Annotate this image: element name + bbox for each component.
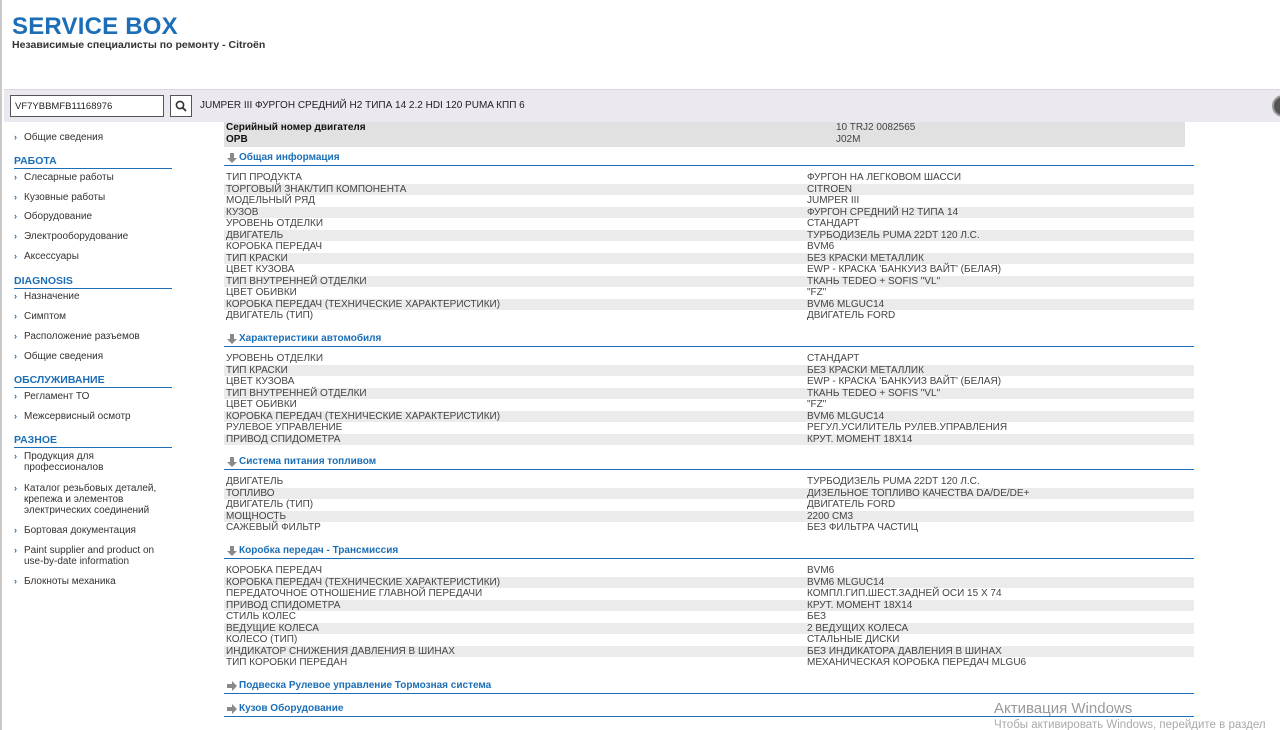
section-header-3[interactable] bbox=[224, 545, 1194, 559]
sidebar-item-diagnosis-1[interactable] bbox=[14, 311, 174, 322]
table-row bbox=[224, 646, 1194, 658]
row-value: БЕЗ КРАСКИ МЕТАЛЛИК bbox=[807, 364, 924, 376]
sidebar-item-label: Кузовные работы bbox=[24, 192, 106, 203]
chevron-right-icon: › bbox=[14, 525, 17, 535]
chevron-right-icon: › bbox=[14, 331, 17, 341]
row-value: ДВИГАТЕЛЬ FORD bbox=[807, 310, 896, 321]
row-label: ПРИВОД СПИДОМЕТРА bbox=[226, 433, 341, 445]
chevron-right-icon: › bbox=[14, 231, 17, 241]
table-row bbox=[224, 184, 1194, 196]
sidebar-item-label: Продукция для профессионалов bbox=[24, 451, 104, 473]
table-row bbox=[224, 657, 1194, 669]
sidebar-item-label: Назначение bbox=[24, 291, 80, 302]
sidebar-item-diagnosis-2[interactable] bbox=[14, 331, 174, 342]
vin-bar bbox=[4, 89, 1280, 122]
row-value: ДВИГАТЕЛЬ FORD bbox=[807, 499, 896, 510]
table-row bbox=[224, 207, 1194, 219]
section-header-0[interactable] bbox=[224, 152, 1194, 166]
section-title: Общая информация bbox=[239, 152, 340, 163]
collapsed-section-0[interactable] bbox=[224, 680, 1194, 694]
chevron-right-icon: › bbox=[14, 351, 17, 361]
table-row bbox=[224, 577, 1194, 589]
row-value: BVM6 MLGUC14 bbox=[807, 410, 885, 422]
table-row bbox=[224, 264, 1194, 276]
row-label: СТИЛЬ КОЛЕС bbox=[226, 611, 296, 622]
section-header-1[interactable] bbox=[224, 333, 1194, 347]
engine-info-value: J02M bbox=[836, 134, 861, 145]
row-value: BVM6 bbox=[807, 241, 835, 252]
arrow-right-icon bbox=[226, 703, 238, 715]
chevron-right-icon: › bbox=[14, 411, 17, 421]
row-label: ЦВЕТ КУЗОВА bbox=[226, 376, 295, 387]
table-row bbox=[224, 434, 1194, 446]
row-value: "FZ" bbox=[807, 399, 827, 410]
table-row bbox=[224, 287, 1194, 299]
row-value: ТУРБОДИЗЕЛЬ PUMA 22DT 120 Л.С. bbox=[807, 476, 980, 487]
section-title: Подвеска Рулевое управление Тормозная система bbox=[239, 680, 492, 691]
table-row bbox=[224, 565, 1194, 577]
sidebar-group-diagnosis-title: DIAGNOSIS bbox=[14, 275, 172, 289]
row-value: ТУРБОДИЗЕЛЬ PUMA 22DT 120 Л.С. bbox=[807, 229, 980, 241]
row-label: ВЕДУЩИЕ КОЛЕСА bbox=[226, 622, 319, 634]
sidebar-item-misc-3[interactable] bbox=[14, 545, 174, 567]
table-row bbox=[224, 422, 1194, 434]
table-row bbox=[224, 253, 1194, 265]
sidebar-item-label: Блокноты механика bbox=[24, 576, 116, 587]
row-value: CITROEN bbox=[807, 183, 852, 195]
section-title: Кузов Оборудование bbox=[239, 703, 344, 714]
row-label: ДВИГАТЕЛЬ bbox=[226, 476, 284, 487]
row-value: 2200 СМ3 bbox=[807, 510, 854, 522]
section-title: Характеристики автомобиля bbox=[239, 333, 382, 344]
table-row bbox=[224, 310, 1194, 322]
sidebar-item-label: Электрооборудование bbox=[24, 231, 129, 242]
row-label: ЦВЕТ ОБИВКИ bbox=[226, 287, 297, 298]
table-row bbox=[224, 399, 1194, 411]
table-row bbox=[224, 172, 1194, 184]
sidebar-item-label: Каталог резьбовых деталей, крепежа и элементов электрических соединений bbox=[24, 483, 157, 516]
sidebar-item-label: Симптом bbox=[24, 311, 67, 322]
chevron-right-icon: › bbox=[14, 291, 17, 301]
engine-info-label: Серийный номер двигателя bbox=[226, 122, 366, 133]
sidebar-item-work-4[interactable] bbox=[14, 251, 174, 262]
table-row bbox=[224, 195, 1194, 207]
row-label: ИНДИКАТОР СНИЖЕНИЯ ДАВЛЕНИЯ В ШИНАХ bbox=[226, 645, 455, 657]
table-row bbox=[224, 499, 1194, 511]
chevron-right-icon: › bbox=[14, 132, 17, 142]
engine-info-value: 10 TRJ2 0082565 bbox=[836, 122, 916, 133]
section-header-2[interactable] bbox=[224, 456, 1194, 470]
row-value: БЕЗ ФИЛЬТРА ЧАСТИЦ bbox=[807, 522, 919, 533]
row-value: EWP - КРАСКА 'БАНКУИЗ ВАЙТ' (БЕЛАЯ) bbox=[807, 264, 1002, 275]
row-label: ДВИГАТЕЛЬ bbox=[226, 229, 284, 241]
chevron-right-icon: › bbox=[14, 211, 17, 221]
vin-input[interactable] bbox=[10, 95, 164, 117]
chevron-right-icon: › bbox=[14, 192, 17, 202]
row-value: ФУРГОН СРЕДНИЙ H2 ТИПА 14 bbox=[807, 206, 959, 218]
table-row bbox=[224, 388, 1194, 400]
row-value: КРУТ. МОМЕНТ 18X14 bbox=[807, 433, 913, 445]
chevron-right-icon: › bbox=[14, 451, 17, 461]
row-value: JUMPER III bbox=[807, 195, 860, 206]
chevron-right-icon: › bbox=[14, 251, 17, 261]
row-value: EWP - КРАСКА 'БАНКУИЗ ВАЙТ' (БЕЛАЯ) bbox=[807, 376, 1002, 387]
sidebar-item-diagnosis-3[interactable] bbox=[14, 351, 174, 362]
table-row bbox=[224, 588, 1194, 600]
row-label: КОРОБКА ПЕРЕДАЧ bbox=[226, 565, 323, 576]
section-title: Коробка передач - Трансмиссия bbox=[239, 545, 399, 556]
arrow-down-icon bbox=[226, 456, 238, 468]
chevron-right-icon: › bbox=[14, 311, 17, 321]
row-value: BVM6 MLGUC14 bbox=[807, 298, 885, 310]
table-row bbox=[224, 365, 1194, 377]
sidebar-item-misc-0[interactable] bbox=[14, 451, 174, 473]
section-title: Система питания топливом bbox=[239, 456, 377, 467]
sidebar-item-label: Paint supplier and product on use-by-date information bbox=[24, 545, 155, 567]
sidebar-item-misc-2[interactable] bbox=[14, 525, 174, 536]
row-value: МЕХАНИЧЕСКАЯ КОРОБКА ПЕРЕДАЧ MLGU6 bbox=[807, 657, 1027, 668]
row-label: КОРОБКА ПЕРЕДАЧ (ТЕХНИЧЕСКИЕ ХАРАКТЕРИСТИКИ) bbox=[226, 576, 501, 588]
row-label: УРОВЕНЬ ОТДЕЛКИ bbox=[226, 218, 324, 229]
sidebar-item-general-top[interactable] bbox=[14, 132, 174, 143]
sidebar-item-label: Оборудование bbox=[24, 211, 93, 222]
table-row bbox=[224, 634, 1194, 646]
arrow-right-icon bbox=[226, 680, 238, 692]
table-row bbox=[224, 299, 1194, 311]
row-label: КУЗОВ bbox=[226, 206, 259, 218]
row-label: ПЕРЕДАТОЧНОЕ ОТНОШЕНИЕ ГЛАВНОЙ ПЕРЕДАЧИ bbox=[226, 588, 483, 599]
row-value: СТАЛЬНЫЕ ДИСКИ bbox=[807, 634, 900, 645]
row-value: ФУРГОН НА ЛЕГКОВОМ ШАССИ bbox=[807, 172, 962, 183]
table-row bbox=[224, 511, 1194, 523]
row-label: КОЛЕСО (ТИП) bbox=[226, 634, 298, 645]
sidebar-item-label: Общие сведения bbox=[24, 132, 104, 143]
engine-info-block bbox=[224, 122, 1185, 147]
row-label: МОДЕЛЬНЫЙ РЯД bbox=[226, 195, 315, 206]
row-value: СТАНДАРТ bbox=[807, 218, 860, 229]
sidebar-item-misc-1[interactable] bbox=[14, 483, 174, 516]
row-label: ТИП ПРОДУКТА bbox=[226, 172, 302, 183]
row-value: ТКАНЬ TEDEO + SOFIS "VL" bbox=[807, 387, 941, 399]
search-icon bbox=[175, 100, 187, 112]
user-menu-button[interactable] bbox=[1272, 95, 1280, 117]
row-label: КОРОБКА ПЕРЕДАЧ bbox=[226, 241, 323, 252]
windows-activation-title: Активация Windows bbox=[994, 700, 1133, 717]
arrow-down-icon bbox=[226, 333, 238, 345]
row-label: ТИП ВНУТРЕННЕЙ ОТДЕЛКИ bbox=[226, 387, 367, 399]
row-label: МОЩНОСТЬ bbox=[226, 510, 287, 522]
row-label: УРОВЕНЬ ОТДЕЛКИ bbox=[226, 353, 324, 364]
row-label: ЦВЕТ ОБИВКИ bbox=[226, 399, 297, 410]
sidebar-item-label: Регламент ТО bbox=[24, 391, 90, 402]
sidebar-item-work-1[interactable] bbox=[14, 192, 174, 203]
site-header bbox=[12, 14, 265, 51]
table-row bbox=[224, 476, 1194, 488]
sidebar-group-service-title: ОБСЛУЖИВАНИЕ bbox=[14, 374, 172, 388]
table-row bbox=[224, 276, 1194, 288]
arrow-down-icon bbox=[226, 545, 238, 557]
row-value: BVM6 MLGUC14 bbox=[807, 576, 885, 588]
row-value: КОМПЛ.ГИП.ШЕСТ.ЗАДНЕЙ ОСИ 15 X 74 bbox=[807, 588, 1002, 599]
table-row bbox=[224, 241, 1194, 253]
sidebar-item-label: Аксессуары bbox=[24, 251, 79, 262]
table-row bbox=[224, 353, 1194, 365]
brand-subtitle: Независимые специалисты по ремонту - Citroën bbox=[12, 39, 266, 51]
row-label: ДВИГАТЕЛЬ (ТИП) bbox=[226, 499, 314, 510]
row-label: ТОПЛИВО bbox=[226, 487, 275, 499]
sidebar-item-service-0[interactable] bbox=[14, 391, 174, 402]
row-label: ТИП КРАСКИ bbox=[226, 364, 288, 376]
row-label: РУЛЕВОЕ УПРАВЛЕНИЕ bbox=[226, 422, 343, 433]
engine-info-label: OPB bbox=[226, 134, 248, 145]
sidebar-item-label: Межсервисный осмотр bbox=[24, 411, 131, 422]
arrow-down-icon bbox=[226, 152, 238, 164]
row-label: ТИП ВНУТРЕННЕЙ ОТДЕЛКИ bbox=[226, 275, 367, 287]
sidebar-item-label: Слесарные работы bbox=[24, 172, 114, 183]
sidebar-item-diagnosis-0[interactable] bbox=[14, 291, 174, 302]
sidebar-item-label: Общие сведения bbox=[24, 351, 104, 362]
row-value: БЕЗ bbox=[807, 611, 827, 622]
row-label: ТИП КОРОБКИ ПЕРЕДАН bbox=[226, 657, 348, 668]
row-label: ЦВЕТ КУЗОВА bbox=[226, 264, 295, 275]
table-row bbox=[224, 218, 1194, 230]
row-value: "FZ" bbox=[807, 287, 827, 298]
chevron-right-icon: › bbox=[14, 172, 17, 182]
row-label: ТОРГОВЫЙ ЗНАК/ТИП КОМПОНЕНТА bbox=[226, 183, 407, 195]
row-label: КОРОБКА ПЕРЕДАЧ (ТЕХНИЧЕСКИЕ ХАРАКТЕРИСТИКИ) bbox=[226, 298, 501, 310]
chevron-right-icon: › bbox=[14, 545, 17, 555]
sidebar-item-misc-4[interactable] bbox=[14, 576, 174, 587]
row-value: ДИЗЕЛЬНОЕ ТОПЛИВО КАЧЕСТВА DA/DE/DE+ bbox=[807, 487, 1030, 499]
table-row bbox=[224, 522, 1194, 534]
row-label: САЖЕВЫЙ ФИЛЬТР bbox=[226, 522, 321, 533]
table-row bbox=[224, 488, 1194, 500]
vehicle-data-panel bbox=[224, 122, 1194, 730]
table-row bbox=[224, 230, 1194, 242]
chevron-right-icon: › bbox=[14, 576, 17, 586]
sidebar-item-work-3[interactable] bbox=[14, 231, 174, 242]
table-row bbox=[224, 623, 1194, 635]
windows-activation-subtitle: Чтобы активировать Windows, перейдите в раздел bbox=[994, 719, 1266, 730]
sidebar-item-work-2[interactable] bbox=[14, 211, 174, 222]
row-value: БЕЗ КРАСКИ МЕТАЛЛИК bbox=[807, 252, 924, 264]
row-value: СТАНДАРТ bbox=[807, 353, 860, 364]
sidebar bbox=[4, 122, 182, 730]
vehicle-description: JUMPER III ФУРГОН СРЕДНИЙ H2 ТИПА 14 2.2 HDI 120 PUMA КПП 6 bbox=[200, 100, 525, 111]
row-label: ДВИГАТЕЛЬ (ТИП) bbox=[226, 310, 314, 321]
brand-title[interactable]: SERVICE BOX bbox=[12, 13, 178, 40]
row-label: КОРОБКА ПЕРЕДАЧ (ТЕХНИЧЕСКИЕ ХАРАКТЕРИСТИКИ) bbox=[226, 410, 501, 422]
row-value: BVM6 bbox=[807, 565, 835, 576]
sidebar-item-service-1[interactable] bbox=[14, 411, 174, 422]
row-value: 2 ВЕДУЩИХ КОЛЕСА bbox=[807, 622, 909, 634]
sidebar-group-work-title: РАБОТА bbox=[14, 155, 172, 169]
row-label: ТИП КРАСКИ bbox=[226, 252, 288, 264]
row-value: КРУТ. МОМЕНТ 18X14 bbox=[807, 599, 913, 611]
sidebar-item-work-0[interactable] bbox=[14, 172, 174, 183]
row-label: ПРИВОД СПИДОМЕТРА bbox=[226, 599, 341, 611]
row-value: БЕЗ ИНДИКАТОРА ДАВЛЕНИЯ В ШИНАХ bbox=[807, 645, 1002, 657]
vin-search-button[interactable] bbox=[170, 95, 192, 117]
table-row bbox=[224, 411, 1194, 423]
table-row bbox=[224, 600, 1194, 612]
chevron-right-icon: › bbox=[14, 391, 17, 401]
sidebar-item-label: Расположение разъемов bbox=[24, 331, 140, 342]
sidebar-group-misc-title: РАЗНОЕ bbox=[14, 434, 172, 448]
table-row bbox=[224, 376, 1194, 388]
row-value: ТКАНЬ TEDEO + SOFIS "VL" bbox=[807, 275, 941, 287]
row-value: РЕГУЛ.УСИЛИТЕЛЬ РУЛЕВ.УПРАВЛЕНИЯ bbox=[807, 422, 1008, 433]
table-row bbox=[224, 611, 1194, 623]
sidebar-item-label: Бортовая документация bbox=[24, 525, 136, 536]
chevron-right-icon: › bbox=[14, 483, 17, 493]
